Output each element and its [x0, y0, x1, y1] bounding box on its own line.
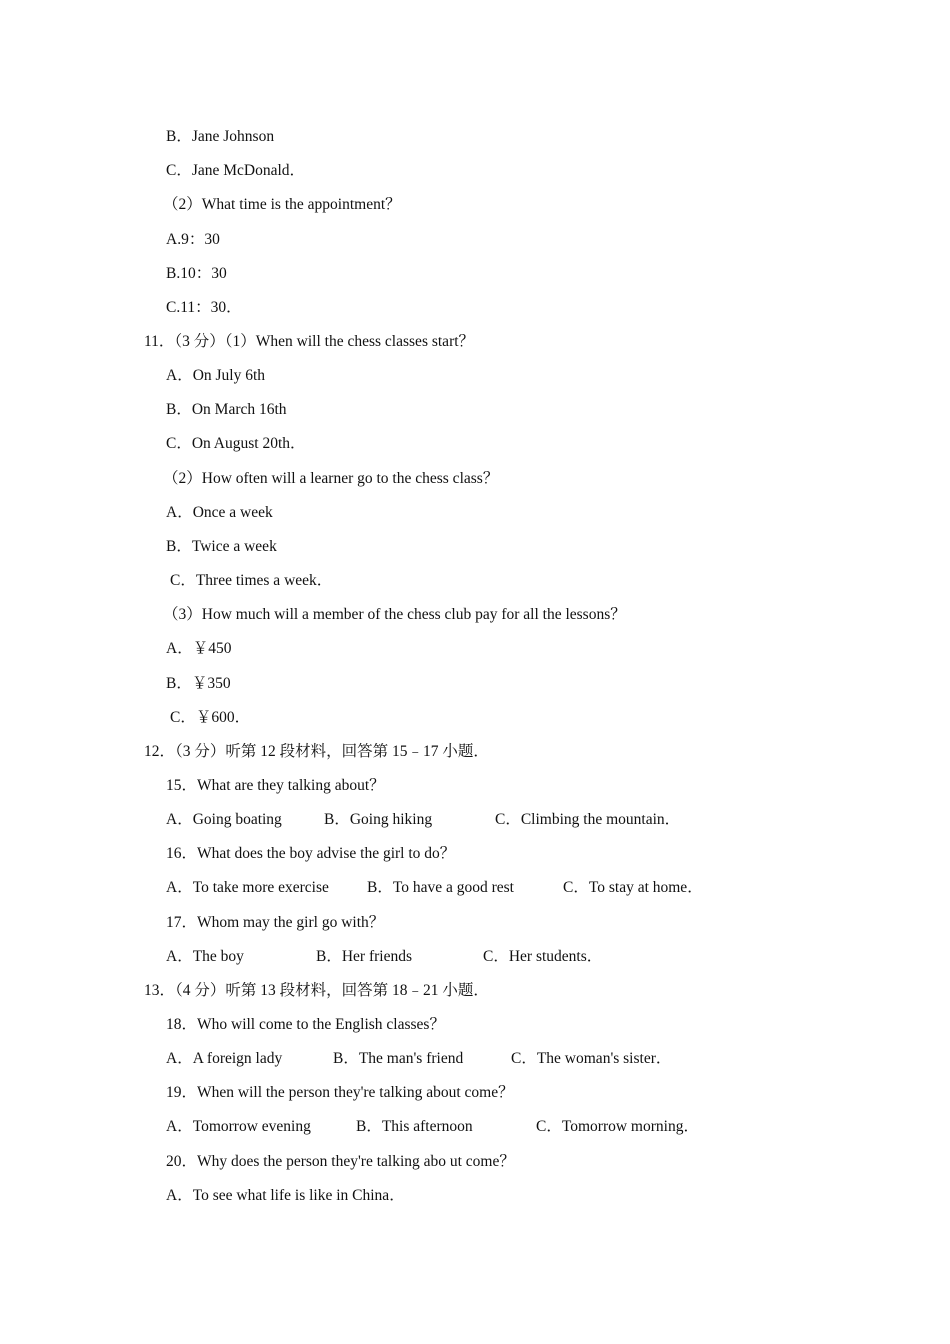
q19-option-b: B．This afternoon — [356, 1118, 473, 1135]
q11-sub3-question: （3）How much will a member of the chess club pay for all the lessons？ — [163, 606, 626, 623]
q10-option-b: B．Jane Johnson — [166, 128, 275, 145]
q10-sub2-option-c: C.11：30． — [166, 299, 242, 316]
q18-option-a: A．A foreign lady — [166, 1050, 283, 1067]
q18-question: 18．Who will come to the English classes？ — [166, 1016, 445, 1033]
q11-header: 11．（3 分）（1）When will the chess classes start？ — [144, 333, 475, 350]
q11-sub3-option-b: B．￥350 — [166, 675, 231, 692]
q11-sub2-option-c: C．Three times a week． — [170, 572, 333, 589]
q16-question: 16．What does the boy advise the girl to do？ — [166, 845, 456, 862]
q11-sub3-option-a: A．￥450 — [166, 640, 232, 657]
q17-option-a: A．The boy — [166, 948, 244, 965]
q19-option-c: C．Tomorrow morning． — [536, 1118, 699, 1135]
q12-header: 12．（3 分）听第 12 段材料，回答第 15﹣17 小题． — [144, 743, 489, 760]
q15-option-b: B．Going hiking — [324, 811, 433, 828]
q11-sub3-option-c: C．￥600． — [170, 709, 251, 726]
q16-option-a: A．To take more exercise — [166, 879, 329, 896]
q11-sub2-question: （2）How often will a learner go to the chess class？ — [163, 470, 499, 487]
q10-sub2-option-a: A.9：30 — [166, 231, 220, 248]
q17-question: 17．Whom may the girl go with？ — [166, 914, 385, 931]
q16-option-b: B．To have a good rest — [367, 879, 514, 896]
q13-header: 13．（4 分）听第 13 段材料，回答第 18﹣21 小题． — [144, 982, 489, 999]
q11-sub2-option-a: A．Once a week — [166, 504, 273, 521]
q19-question: 19．When will the person they're talking about come？ — [166, 1084, 514, 1101]
q11-sub1-option-a: A．On July 6th — [166, 367, 266, 384]
q15-option-a: A．Going boating — [166, 811, 282, 828]
q18-option-c: C．The woman's sister． — [511, 1050, 672, 1067]
q15-question: 15．What are they talking about？ — [166, 777, 385, 794]
q10-option-c: C．Jane McDonald． — [166, 162, 306, 179]
q17-option-b: B．Her friends — [316, 948, 412, 965]
q18-option-b: B．The man's friend — [333, 1050, 464, 1067]
q17-option-c: C．Her students． — [483, 948, 603, 965]
q10-sub2-option-b: B.10：30 — [166, 265, 227, 282]
q19-option-a: A．Tomorrow evening — [166, 1118, 311, 1135]
q16-option-c: C．To stay at home． — [563, 879, 703, 896]
q10-sub2-question: （2）What time is the appointment？ — [163, 196, 401, 213]
q11-sub1-option-b: B．On March 16th — [166, 401, 287, 418]
q20-option-a: A．To see what life is like in China． — [166, 1187, 405, 1204]
q11-sub1-option-c: C．On August 20th． — [166, 435, 306, 452]
q11-sub2-option-b: B．Twice a week — [166, 538, 277, 555]
q20-question: 20．Why does the person they're talking abo ut come？ — [166, 1153, 515, 1170]
q15-option-c: C．Climbing the mountain． — [495, 811, 681, 828]
